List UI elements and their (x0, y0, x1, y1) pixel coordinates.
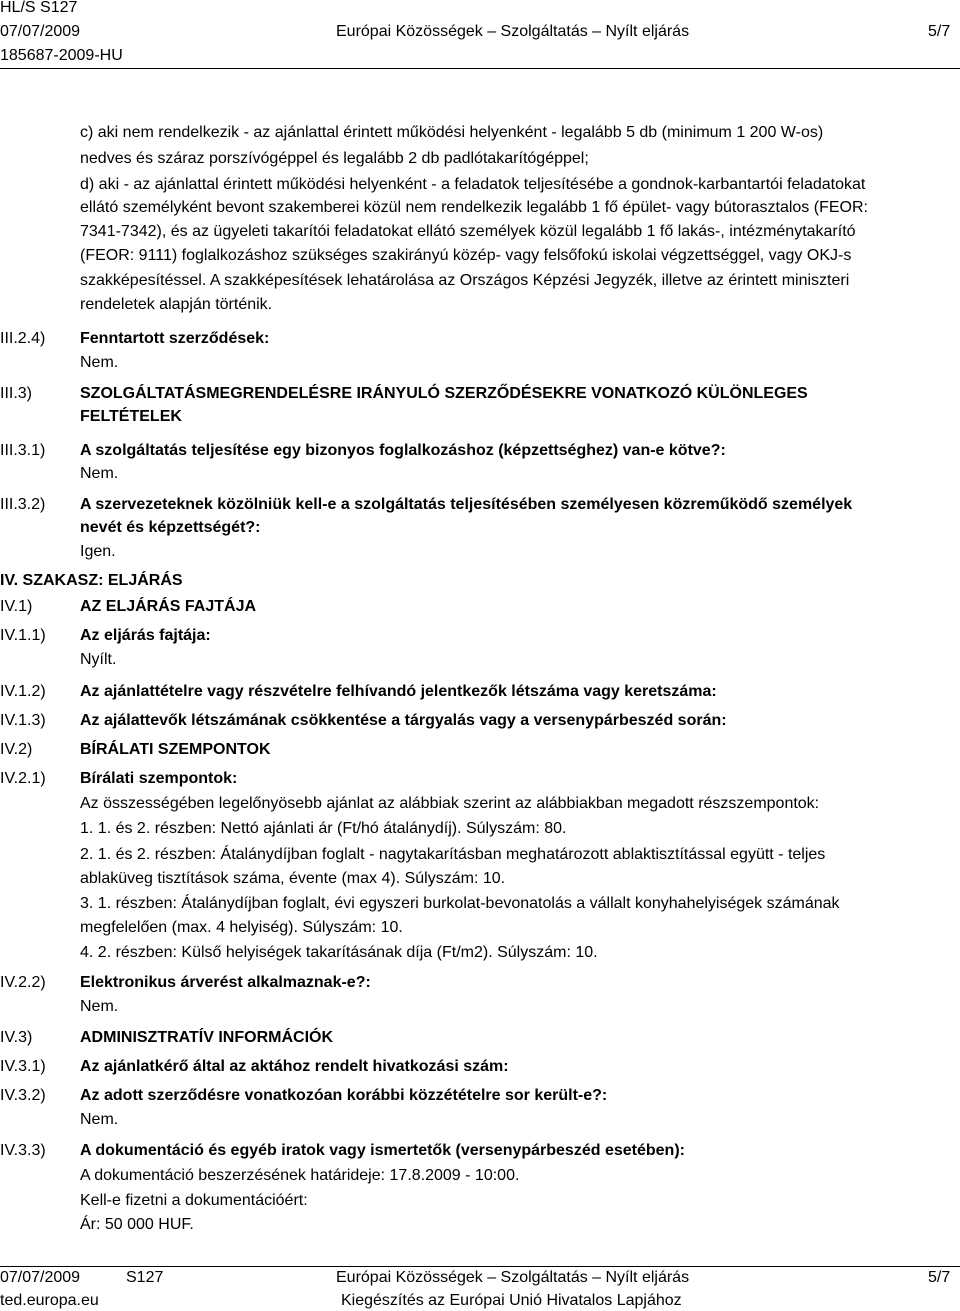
section-value: Nem. (80, 354, 119, 371)
section-heading: ADMINISZTRATÍV INFORMÁCIÓK (80, 1029, 334, 1046)
section-heading: A dokumentáció és egyéb iratok vagy ismertetők (versenypárbeszéd esetében): (80, 1142, 685, 1159)
criteria-line: 1. 1. és 2. részben: Nettó ajánlati ár (Ft/hó átalánydíj). Súlyszám: 80. (80, 820, 567, 837)
footer-page-number: 5/7 (928, 1269, 951, 1286)
header-title: Európai Közösségek – Szolgáltatás – Nyílt eljárás (336, 23, 690, 40)
section-number: IV.3.1) (0, 1058, 46, 1075)
criteria-line: 4. 2. részben: Külső helyiségek takarításának díja (Ft/m2). Súlyszám: 10. (80, 944, 598, 961)
section-number: IV.1.2) (0, 683, 46, 700)
footer-divider (0, 1266, 960, 1267)
body-line: d) aki - az ajánlattal érintett működési helyenként - a feladatok teljesítésébe a gondnok-karbantartói feladatokat (80, 176, 866, 193)
header-notice-id: 185687-2009-HU (0, 47, 123, 64)
section-number: IV.1) (0, 598, 33, 615)
body-line: c) aki nem rendelkezik - az ajánlattal érintett működési helyenként - legalább 5 db (minimum 1 200 W-os) (80, 124, 824, 141)
section-number: IV.3.3) (0, 1142, 46, 1159)
section-heading: SZOLGÁLTATÁSMEGRENDELÉSRE IRÁNYULÓ SZERZŐDÉSEKRE VONATKOZÓ KÜLÖNLEGES (80, 385, 808, 402)
section-value: Nem. (80, 998, 119, 1015)
section-number: IV.3.2) (0, 1087, 46, 1104)
body-line: (FEOR: 9111) foglalkozáshoz szükséges szakirányú közép- vagy felsőfokú iskolai végzettséggel, vagy OKJ-s (80, 247, 852, 264)
body-line: szakképesítéssel. A szakképesítések lehatárolása az Országos Képzési Jegyzék, illetve az érintett miniszteri (80, 272, 850, 289)
footer-code: S127 (126, 1269, 164, 1286)
section-heading: AZ ELJÁRÁS FAJTÁJA (80, 598, 257, 615)
section-heading: Fenntartott szerződések: (80, 330, 270, 347)
header-date: 07/07/2009 (0, 23, 81, 40)
section-heading: Az adott szerződésre vonatkozóan korábbi közzétételre sor került-e?: (80, 1087, 608, 1104)
body-line: nedves és száraz porszívógéppel és legalább 2 db padlótakarítógéppel; (80, 150, 589, 167)
criteria-line: 3. 1. részben: Átalánydíjban foglalt, évi egyszeri burkolat-bevonatolás a vállalt konyhahelyiségek számának (80, 895, 840, 912)
section-value: Nem. (80, 1111, 119, 1128)
header-doc-id: HL/S S127 (0, 0, 78, 16)
section-number: III.3.2) (0, 496, 46, 513)
section-number: IV.1.3) (0, 712, 46, 729)
criteria-line: ablaküveg tisztítások száma, évente (max 4). Súlyszám: 10. (80, 870, 506, 887)
section-value: Nem. (80, 465, 119, 482)
section-number: III.3.1) (0, 442, 46, 459)
body-line: 7341-7342), és az ügyeleti takarítói feladatokat ellátó személyek közül legalább 1 fő lakás-, intézménytakarító (80, 223, 856, 240)
footer-date: 07/07/2009 (0, 1269, 81, 1286)
section-heading: A szolgáltatás teljesítése egy bizonyos foglalkozáshoz (képzettséghez) van-e kötve?: (80, 442, 726, 459)
header-page-number: 5/7 (928, 23, 951, 40)
section-number: IV.1.1) (0, 627, 46, 644)
footer-site-link[interactable]: ted.europa.eu (0, 1292, 99, 1309)
section-heading: Az eljárás fajtája: (80, 627, 211, 644)
document-info-line: Kell-e fizetni a dokumentációért: (80, 1192, 308, 1209)
section-number: III.2.4) (0, 330, 46, 347)
footer-title: Európai Közösségek – Szolgáltatás – Nyílt eljárás (336, 1269, 690, 1286)
header-divider (0, 68, 960, 69)
section-heading: nevét és képzettségét?: (80, 519, 261, 536)
section-heading: Bírálati szempontok: (80, 770, 238, 787)
section-value: Nyílt. (80, 651, 117, 668)
section-number: III.3) (0, 385, 33, 402)
section-value: Igen. (80, 543, 116, 560)
section-heading: FELTÉTELEK (80, 408, 182, 425)
page-header (0, 0, 960, 70)
section-heading: Elektronikus árverést alkalmaznak-e?: (80, 974, 371, 991)
section-heading: BÍRÁLATI SZEMPONTOK (80, 741, 271, 758)
section-heading: Az ajánlatkérő által az aktához rendelt hivatkozási szám: (80, 1058, 509, 1075)
section-number: IV.2.2) (0, 974, 46, 991)
body-line: ellátó személyként bevont szakemberei közül nem rendelkezik legalább 1 fő épület- vagy bútorasztalos (FEOR: (80, 199, 868, 216)
criteria-line: Az összességében legelőnyösebb ajánlat az alábbiak szerint az alábbiakban megadott részszempontok: (80, 795, 820, 812)
document-info-line: Ár: 50 000 HUF. (80, 1216, 194, 1233)
criteria-line: megfelelően (max. 4 helyiség). Súlyszám: 10. (80, 919, 403, 936)
section-heading: Az ajálattevők létszámának csökkentése a tárgyalás vagy a versenypárbeszéd során: (80, 712, 727, 729)
section-number: IV.2.1) (0, 770, 46, 787)
section-number: IV.3) (0, 1029, 33, 1046)
document-info-line: A dokumentáció beszerzésének határideje: 17.8.2009 - 10:00. (80, 1167, 520, 1184)
body-line: rendeletek alapján történik. (80, 296, 273, 313)
footer-subtitle: Kiegészítés az Európai Unió Hivatalos Lapjához (341, 1292, 682, 1309)
section-heading: Az ajánlattételre vagy részvételre felhívandó jelentkezők létszáma vagy keretszáma: (80, 683, 717, 700)
section-heading: A szervezeteknek közölniük kell-e a szolgáltatás teljesítésében személyesen közreműködő személyek (80, 496, 853, 513)
part-heading: IV. SZAKASZ: ELJÁRÁS (0, 572, 183, 589)
criteria-line: 2. 1. és 2. részben: Átalánydíjban foglalt - nagytakarításban meghatározott ablaktisztítással együtt - teljes (80, 846, 826, 863)
section-number: IV.2) (0, 741, 33, 758)
